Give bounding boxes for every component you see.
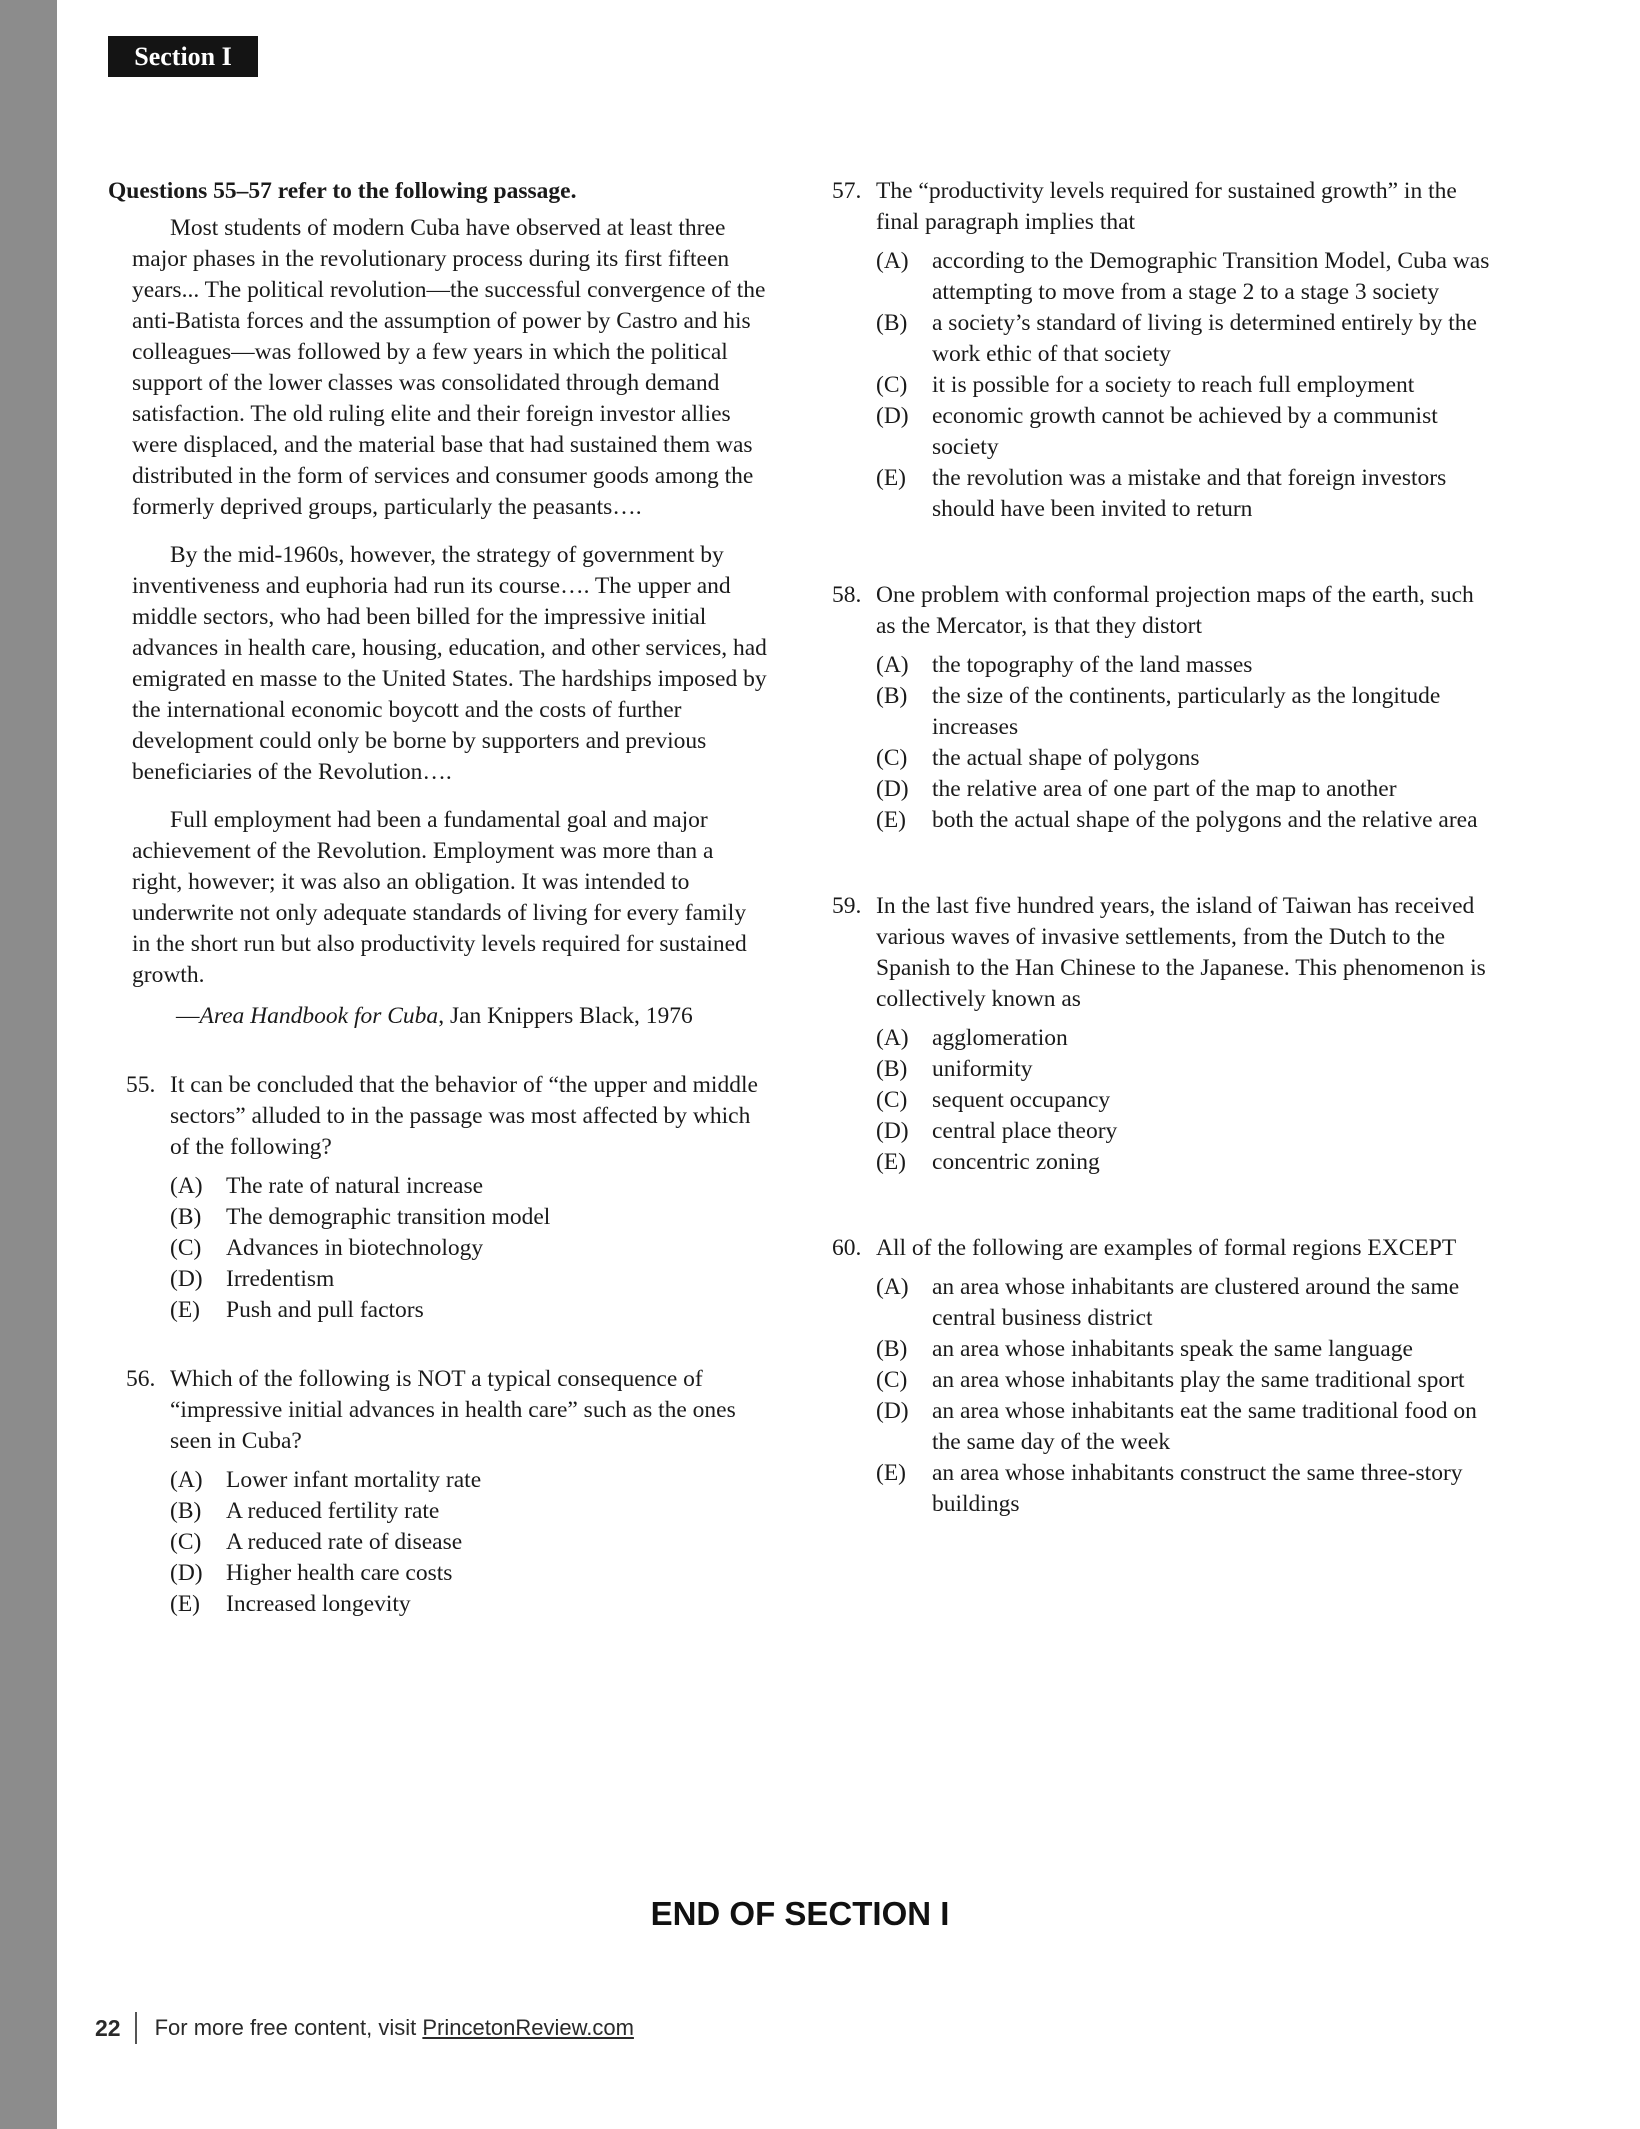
answer-choice[interactable] [876,743,1492,774]
answer-choices [876,246,1492,525]
answer-choice[interactable] [876,246,1492,308]
choice-text: Lower infant mortality rate [226,1467,482,1493]
choice-text: The rate of natural increase [226,1173,484,1199]
choice-letter: (E) [170,1297,201,1323]
choice-text: concentric zoning [932,1149,1100,1175]
choice-letter: (C) [170,1529,202,1555]
question-55 [108,1070,768,1326]
choice-letter: (A) [170,1467,203,1493]
question-stem: It can be concluded that the behavior of “the upper and middle sectors” alluded to in the passage was most affected by which of the following? [170,1072,758,1160]
footer-divider [135,2012,137,2044]
answer-choice[interactable] [170,1496,768,1527]
choice-text: an area whose inhabitants play the same traditional sport [932,1367,1465,1393]
choice-text: according to the Demographic Transition Model, Cuba was attempting to move from a stage 2 to a stage 3 society [932,248,1490,305]
footer-link[interactable]: PrincetonReview.com [422,2015,634,2040]
answer-choice[interactable] [876,1365,1492,1396]
footer-text: For more free content, visit [154,2015,417,2040]
citation-title: Area Handbook for Cuba [199,1003,439,1029]
section-label: Section I [108,36,258,77]
choice-letter: (A) [876,652,909,678]
answer-choice[interactable] [170,1558,768,1589]
answer-choice[interactable] [876,1458,1492,1520]
answer-choice[interactable] [876,774,1492,805]
passage-intro: Questions 55–57 refer to the following passage. [108,178,577,204]
choice-text: A reduced fertility rate [226,1498,440,1524]
choice-text: a society’s standard of living is determined entirely by the work ethic of that society [932,310,1477,367]
answer-choice[interactable] [876,308,1492,370]
choice-text: an area whose inhabitants are clustered around the same central business district [932,1274,1460,1331]
choice-letter: (C) [876,745,908,771]
left-column [108,176,768,1620]
choice-text: A reduced rate of disease [226,1529,463,1555]
choice-text: the topography of the land masses [932,652,1253,678]
choice-letter: (D) [170,1560,203,1586]
answer-choice[interactable] [170,1171,768,1202]
choice-letter: (C) [170,1235,202,1261]
choice-letter: (B) [876,1336,908,1362]
question-number: 56. [126,1366,156,1392]
choice-text: Advances in biotechnology [226,1235,484,1261]
question-stem: Which of the following is NOT a typical consequence of “impressive initial advances in health care” such as the ones seen in Cuba? [170,1366,736,1454]
choice-text: an area whose inhabitants construct the same three-story buildings [932,1460,1463,1517]
answer-choice[interactable] [876,1334,1492,1365]
answer-choice[interactable] [170,1295,768,1326]
choice-letter: (D) [876,776,909,802]
answer-choice[interactable] [170,1264,768,1295]
choice-text: the size of the continents, particularly as the longitude increases [932,683,1441,740]
answer-choice[interactable] [876,681,1492,743]
answer-choice[interactable] [876,1023,1492,1054]
choice-letter: (D) [876,1398,909,1424]
choice-text: Irredentism [226,1266,335,1292]
choice-text: Higher health care costs [226,1560,453,1586]
answer-choices [170,1465,768,1620]
answer-choice[interactable] [876,1396,1492,1458]
choice-text: both the actual shape of the polygons and the relative area [932,807,1478,833]
choice-letter: (E) [170,1591,201,1617]
question-stem: In the last five hundred years, the island of Taiwan has received various waves of invasive settlements, from the Dutch to the Spanish to the Han Chinese to the Japanese. This phenomenon is collectively known as [876,893,1486,1012]
passage-citation [108,1001,768,1032]
choice-letter: (D) [876,1118,909,1144]
question-56 [108,1364,768,1620]
answer-choice[interactable] [876,401,1492,463]
choice-text: the revolution was a mistake and that foreign investors should have been invited to return [932,465,1447,522]
question-number: 59. [832,893,862,919]
choice-text: sequent occupancy [932,1087,1111,1113]
answer-choice[interactable] [876,1054,1492,1085]
choice-text: Push and pull factors [226,1297,424,1323]
choice-text: uniformity [932,1056,1033,1082]
choice-letter: (B) [876,1056,908,1082]
choice-letter: (C) [876,1087,908,1113]
passage [108,213,768,991]
question-stem: One problem with conformal projection maps of the earth, such as the Mercator, is that they distort [876,582,1474,639]
page-footer [95,2010,634,2046]
question-number: 55. [126,1072,156,1098]
answer-choice[interactable] [876,1272,1492,1334]
answer-choice[interactable] [170,1202,768,1233]
answer-choice[interactable] [876,805,1492,836]
answer-choice[interactable] [170,1527,768,1558]
right-column [832,176,1492,1520]
choice-letter: (B) [170,1204,202,1230]
choice-text: an area whose inhabitants speak the same language [932,1336,1413,1362]
question-number: 60. [832,1235,862,1261]
choice-letter: (A) [170,1173,203,1199]
choice-text: central place theory [932,1118,1118,1144]
passage-paragraph: By the mid-1960s, however, the strategy of government by inventiveness and euphoria had run its course…. The upper and middle sectors, who had been billed for the impressive initial advances in health care, housing, education, and other services, had emigrated en masse to the United States. The hardships imposed by the international economic boycott and the costs of further development could only be borne by supporters and previous beneficiaries of the Revolution…. [132,542,767,785]
choice-text: the relative area of one part of the map to another [932,776,1397,802]
page-number: 22 [95,2014,121,2041]
choice-text: it is possible for a society to reach full employment [932,372,1415,398]
choice-text: agglomeration [932,1025,1068,1051]
passage-paragraph: Full employment had been a fundamental goal and major achievement of the Revolution. Employment was more than a right, however; it was also an obligation. It was intended to underwrite not only adequate standards of living for every family in the short run but also productivity levels required for sustained growth. [132,807,747,988]
answer-choice[interactable] [170,1589,768,1620]
question-stem: All of the following are examples of formal regions EXCEPT [876,1235,1457,1261]
answer-choice[interactable] [876,370,1492,401]
choice-text: an area whose inhabitants eat the same traditional food on the same day of the week [932,1398,1477,1455]
answer-choices [876,1023,1492,1178]
choice-letter: (D) [876,403,909,429]
choice-letter: (A) [876,1025,909,1051]
citation-author: , Jan Knippers Black, 1976 [438,1003,693,1029]
answer-choice[interactable] [876,1116,1492,1147]
choice-letter: (D) [170,1266,203,1292]
question-number: 57. [832,178,862,204]
choice-letter: (A) [876,1274,909,1300]
sidebar-bar [0,0,57,2129]
question-58 [832,580,1492,836]
choice-letter: (C) [876,372,908,398]
question-number: 58. [832,582,862,608]
choice-letter: (E) [876,1149,907,1175]
question-57 [832,176,1492,525]
answer-choices [170,1171,768,1326]
answer-choice[interactable] [876,650,1492,681]
question-59 [832,891,1492,1178]
answer-choice[interactable] [876,463,1492,525]
passage-paragraph: Most students of modern Cuba have observed at least three major phases in the revolutionary process during its first fifteen years... The political revolution—the successful convergence of the anti-Batista forces and the assumption of power by Castro and his colleagues—was followed by a few years in which the political support of the lower classes was consolidated through demand satisfaction. The old ruling elite and their foreign investor allies were displaced, and the material base that had sustained them was distributed in the form of services and consumer goods among the formerly deprived groups, particularly the peasants…. [132,215,766,520]
choice-text: The demographic transition model [226,1204,551,1230]
choice-letter: (B) [876,310,908,336]
answer-choice[interactable] [876,1085,1492,1116]
answer-choices [876,1272,1492,1520]
question-stem: The “productivity levels required for sustained growth” in the final paragraph implies that [876,178,1457,235]
choice-letter: (E) [876,807,907,833]
end-of-section-title: END OF SECTION I [650,1895,950,1932]
choice-letter: (E) [876,1460,907,1486]
choice-letter: (B) [170,1498,202,1524]
answer-choice[interactable] [876,1147,1492,1178]
choice-text: the actual shape of polygons [932,745,1200,771]
answer-choices [876,650,1492,836]
answer-choice[interactable] [170,1465,768,1496]
answer-choice[interactable] [170,1233,768,1264]
citation-dash: — [176,1003,200,1029]
choice-text: Increased longevity [226,1591,411,1617]
choice-text: economic growth cannot be achieved by a communist society [932,403,1438,460]
choice-letter: (A) [876,248,909,274]
choice-letter: (B) [876,683,908,709]
choice-letter: (C) [876,1367,908,1393]
choice-letter: (E) [876,465,907,491]
question-60 [832,1233,1492,1520]
